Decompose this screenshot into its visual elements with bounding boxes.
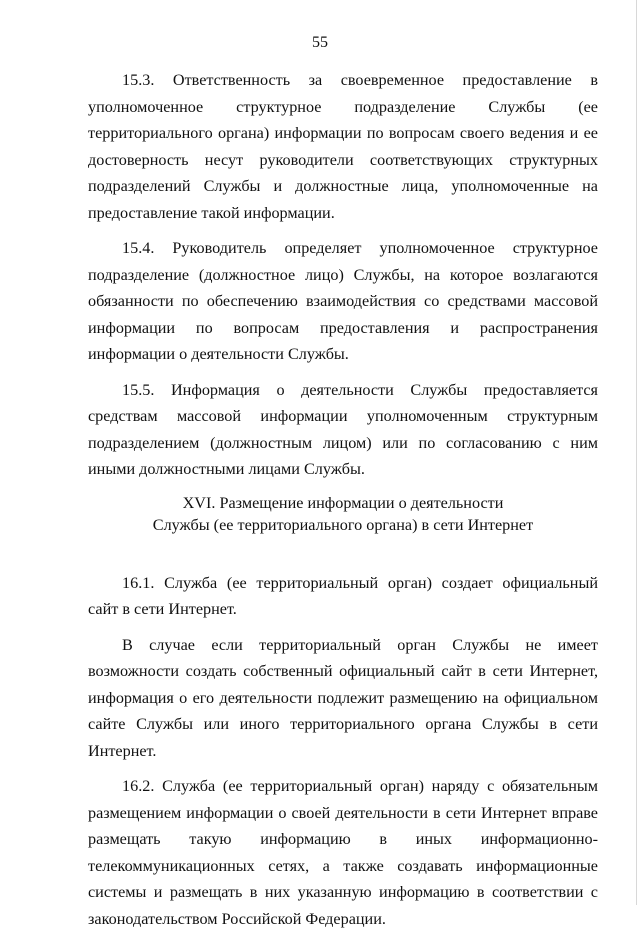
paragraph-15-4: 15.4. Руководитель определяет уполномоченное структурное подразделение (должностное лицо) Службы, на которое возлагаются обязанности по обеспечению взаимодействия со средствами массовой информации по вопросам предоставления и распространения информации о деятельности Службы. [88,239,598,363]
section-heading-line-2: Службы (ее территориального органа) в сети Интернет [152,515,534,534]
section-heading-line-1: XVI. Размещение информации о деятельности [182,493,504,512]
document-body [88,67,598,941]
paragraph-16-2: 16.2. Служба (ее территориальный орган) наряду с обязательным размещением информации о своей деятельности в сети Интернет вправе размещать такую информацию в иных информационно-телекоммуникационных сетях, а также создавать информационные системы и размещать в них указанную информацию в соответствии с законодательством Российской Федерации. [88,777,598,928]
paragraph-16-1: 16.1. Служба (ее территориальный орган) создает официальный сайт в сети Интернет. [88,573,598,618]
page-number: 55 [312,34,328,51]
paragraph-15-5: 15.5. Информация о деятельности Службы предоставляется средствам массовой информации уполномоченным структурным подразделением (должностным лицом) или по согласованию с ним иными должностными лицами Службы. [88,380,598,478]
paragraph-16-1-continuation: В случае если территориальный орган Службы не имеет возможности создать собственный официальный сайт в сети Интернет, информация о его деятельности подлежит размещению на официальном сайте Службы или иного территориального органа Службы в сети Интернет. [88,635,598,760]
paragraph-15-3: 15.3. Ответственность за своевременное предоставление в уполномоченное структурное подразделение Службы (ее территориального органа) информации по вопросам своего ведения и ее достоверность несут руководители соответствующих структурных подразделений Службы и должностные лица, уполномоченные на предоставление такой информации. [88,71,598,222]
section-heading-xvi [88,492,598,536]
page-edge-shadow [636,0,637,905]
